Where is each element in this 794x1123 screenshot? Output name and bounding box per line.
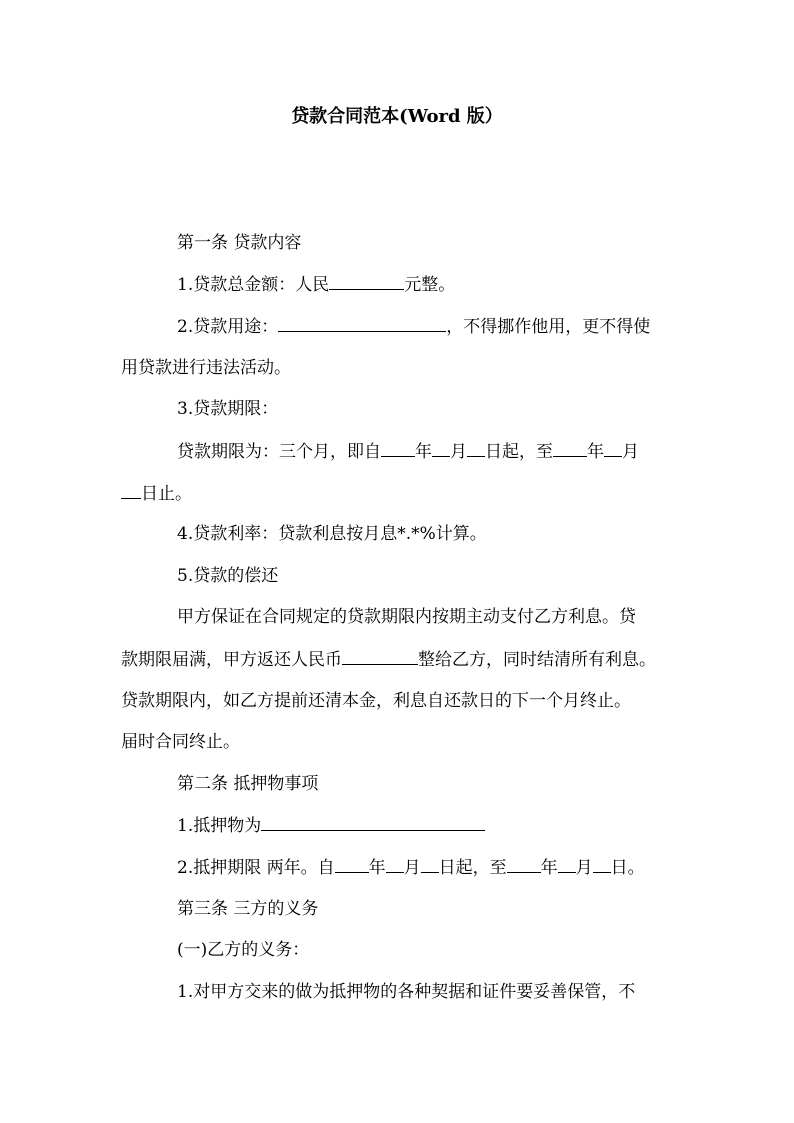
mortgage-term-line: 2.抵押期限 两年。自 年 月 日起，至 年 月 日。 <box>177 854 674 881</box>
loan-term-heading: 3.贷款期限： <box>177 399 279 419</box>
repay-para-line-3: 贷款期限内，如乙方提前还清本金，利息自还款日的下一个月终止。 <box>121 691 631 711</box>
document-title: 贷款合同范本(Word 版） <box>291 106 503 127</box>
loan-rate-line: 4.贷款利率：贷款利息按月息*.*%计算。 <box>177 524 487 544</box>
loan-purpose-blank <box>278 313 446 332</box>
collateral-blank <box>261 812 485 831</box>
loan-amount-line: 1.贷款总金额：人民 元整。 <box>177 271 674 298</box>
loan-purpose-line: 2.贷款用途： ，不得挪作他用，更不得使 <box>177 313 674 340</box>
article-3-heading: 第三条 三方的义务 <box>177 899 319 919</box>
loan-purpose-cont: 用贷款进行违法活动。 <box>121 358 291 378</box>
repay-para-line-4: 届时合同终止。 <box>121 732 240 752</box>
loan-term-line: 贷款期限为：三个月，即自 年 月 日起，至 年 月 <box>177 438 674 465</box>
loan-repay-heading: 5.贷款的偿还 <box>177 566 279 586</box>
repay-para-line-2: 款期限届满，甲方返还人民币 整给乙方，同时结清所有利息。 <box>121 646 674 673</box>
article-2-heading: 第二条 抵押物事项 <box>177 774 319 794</box>
loan-amount-blank <box>329 271 404 290</box>
party-b-duties-heading: (一)乙方的义务： <box>177 940 310 960</box>
loan-term-cont: 日止。 <box>121 480 674 507</box>
repay-para-line-1: 甲方保证在合同规定的贷款期限内按期主动支付乙方利息。贷 <box>177 607 636 627</box>
collateral-line: 1.抵押物为 <box>177 812 674 839</box>
party-b-duty-1: 1.对甲方交来的做为抵押物的各种契据和证件要妥善保管，不 <box>177 982 636 1002</box>
article-1-heading: 第一条 贷款内容 <box>177 233 302 253</box>
